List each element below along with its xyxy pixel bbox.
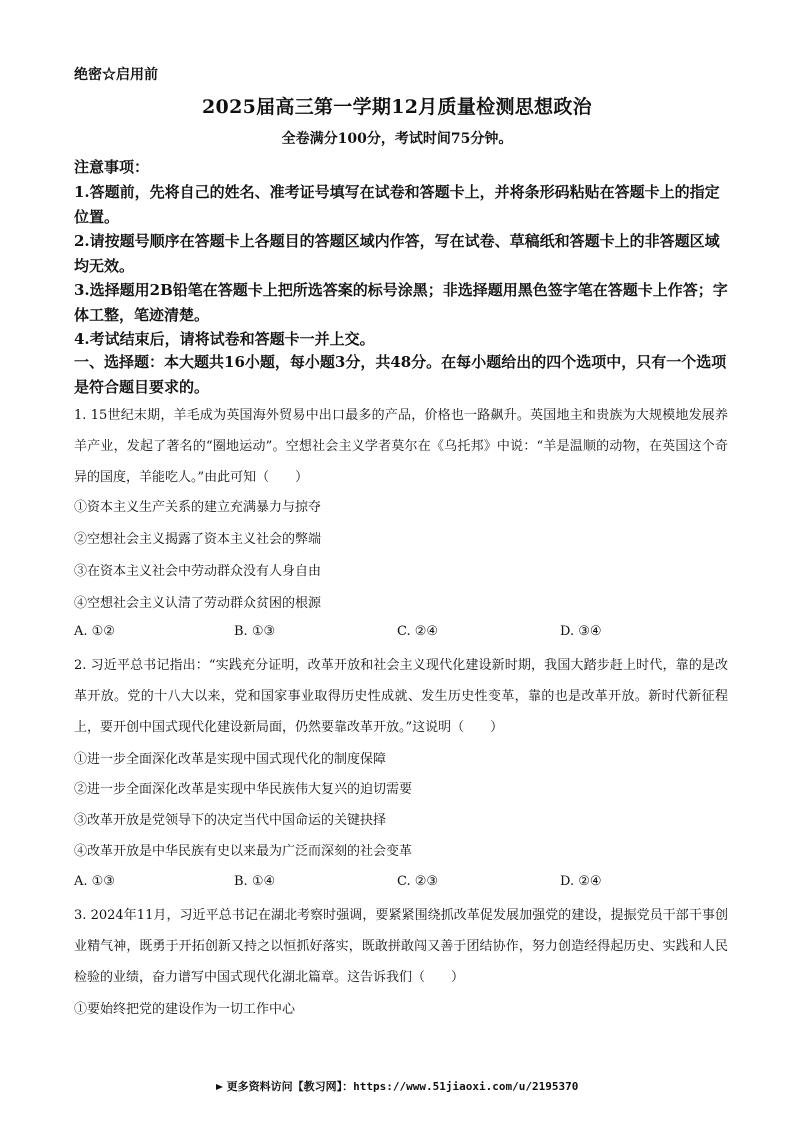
choice-a: A. ①③ — [74, 874, 115, 889]
note-item: 1.答题前，先将自己的姓名、准考证号填写在试卷和答题卡上，并将条形码粘贴在答题卡上的指定位置。 — [74, 183, 720, 226]
exam-info: 全卷满分100分，考试时间75分钟。 — [281, 131, 513, 147]
notes-heading: 注意事项： — [74, 158, 150, 176]
note-item: 4.考试结束后，请将试卷和答题卡一并上交。 — [74, 330, 375, 348]
choice-c: C. ②④ — [397, 624, 439, 639]
question-option: ②进一步全面深化改革是实现中华民族伟大复兴的迫切需要 — [74, 782, 413, 797]
question-option: ③在资本主义社会中劳动群众没有人身自由 — [74, 564, 322, 579]
question-option: ①资本主义生产关系的建立充满暴力与掠夺 — [74, 500, 322, 515]
choice-c: C. ②③ — [397, 874, 439, 889]
answer-choices — [74, 874, 728, 894]
secret-mark: 绝密☆启用前 — [74, 67, 158, 83]
question-stem: 3. 2024年11月，习近平总书记在湖北考察时强调，要紧紧围绕抓改革促发展加强党的建设，提振党员干部干事创业精气神，既勇于开拓创新又持之以恒抓好落实，既敢拼敢闯又善于团结协作，努力创造经得起历史、实践和人民检验的业绩，奋力谱写中国式现代化湖北篇章。这告诉我们（ ） — [74, 908, 728, 985]
choice-b: B. ①③ — [234, 624, 276, 639]
question-option: ③改革开放是党领导下的决定当代中国命运的关键抉择 — [74, 813, 387, 828]
note-item: 3.选择题用2B铅笔在答题卡上把所选答案的标号涂黑；非选择题用黑色签字笔在答题卡上作答；字体工整，笔迹清楚。 — [74, 281, 728, 324]
question-option: ④空想社会主义认清了劳动群众贫困的根源 — [74, 596, 322, 611]
notes-list — [74, 180, 728, 352]
flag-icon — [216, 1084, 223, 1090]
page-title: 2025届高三第一学期12月质量检测思想政治 — [202, 96, 592, 118]
footer-text: 更多资料访问【教习网】：https://www.51jiaoxi.com/u/2195370 — [226, 1080, 579, 1093]
section-heading: 一、选择题：本大题共16小题，每小题3分，共48分。在每小题给出的四个选项中，只有一个选项是符合题目要求的。 — [74, 353, 727, 396]
choice-a: A. ①② — [74, 624, 115, 639]
note-item: 2.请按题号顺序在答题卡上各题目的答题区域内作答，写在试卷、草稿纸和答题卡上的非答题区域均无效。 — [74, 232, 720, 275]
choice-d: D. ③④ — [560, 624, 602, 639]
question-stem: 2. 习近平总书记指出：“实践充分证明，改革开放和社会主义现代化建设新时期，我国大踏步赶上时代，靠的是改革开放。党的十八大以来，党和国家事业取得历史性成就、发生历史性变革，靠的也是改革开放。新时代新征程上，要开创中国式现代化建设新局面，仍然要靠改革开放。”这说明（ ） — [74, 658, 728, 735]
question-option: ②空想社会主义揭露了资本主义社会的弊端 — [74, 532, 322, 547]
footer-link[interactable] — [0, 1078, 794, 1094]
choice-b: B. ①④ — [234, 874, 276, 889]
choice-d: D. ②④ — [560, 874, 602, 889]
question-stem: 1. 15世纪末期，羊毛成为英国海外贸易中出口最多的产品，价格也一路飙升。英国地主和贵族为大规模地发展养羊产业，发起了著名的“圈地运动”。空想社会主义学者莫尔在《乌托邦》中说：“羊是温顺的动物，在英国这个奇异的国度，羊能吃人。”由此可知（ ） — [74, 408, 728, 485]
question-option: ①要始终把党的建设作为一切工作中心 — [74, 1002, 296, 1017]
question-option: ④改革开放是中华民族有史以来最为广泛而深刻的社会变革 — [74, 844, 413, 859]
answer-choices — [74, 624, 728, 644]
question-option: ①进一步全面深化改革是实现中国式现代化的制度保障 — [74, 752, 387, 767]
